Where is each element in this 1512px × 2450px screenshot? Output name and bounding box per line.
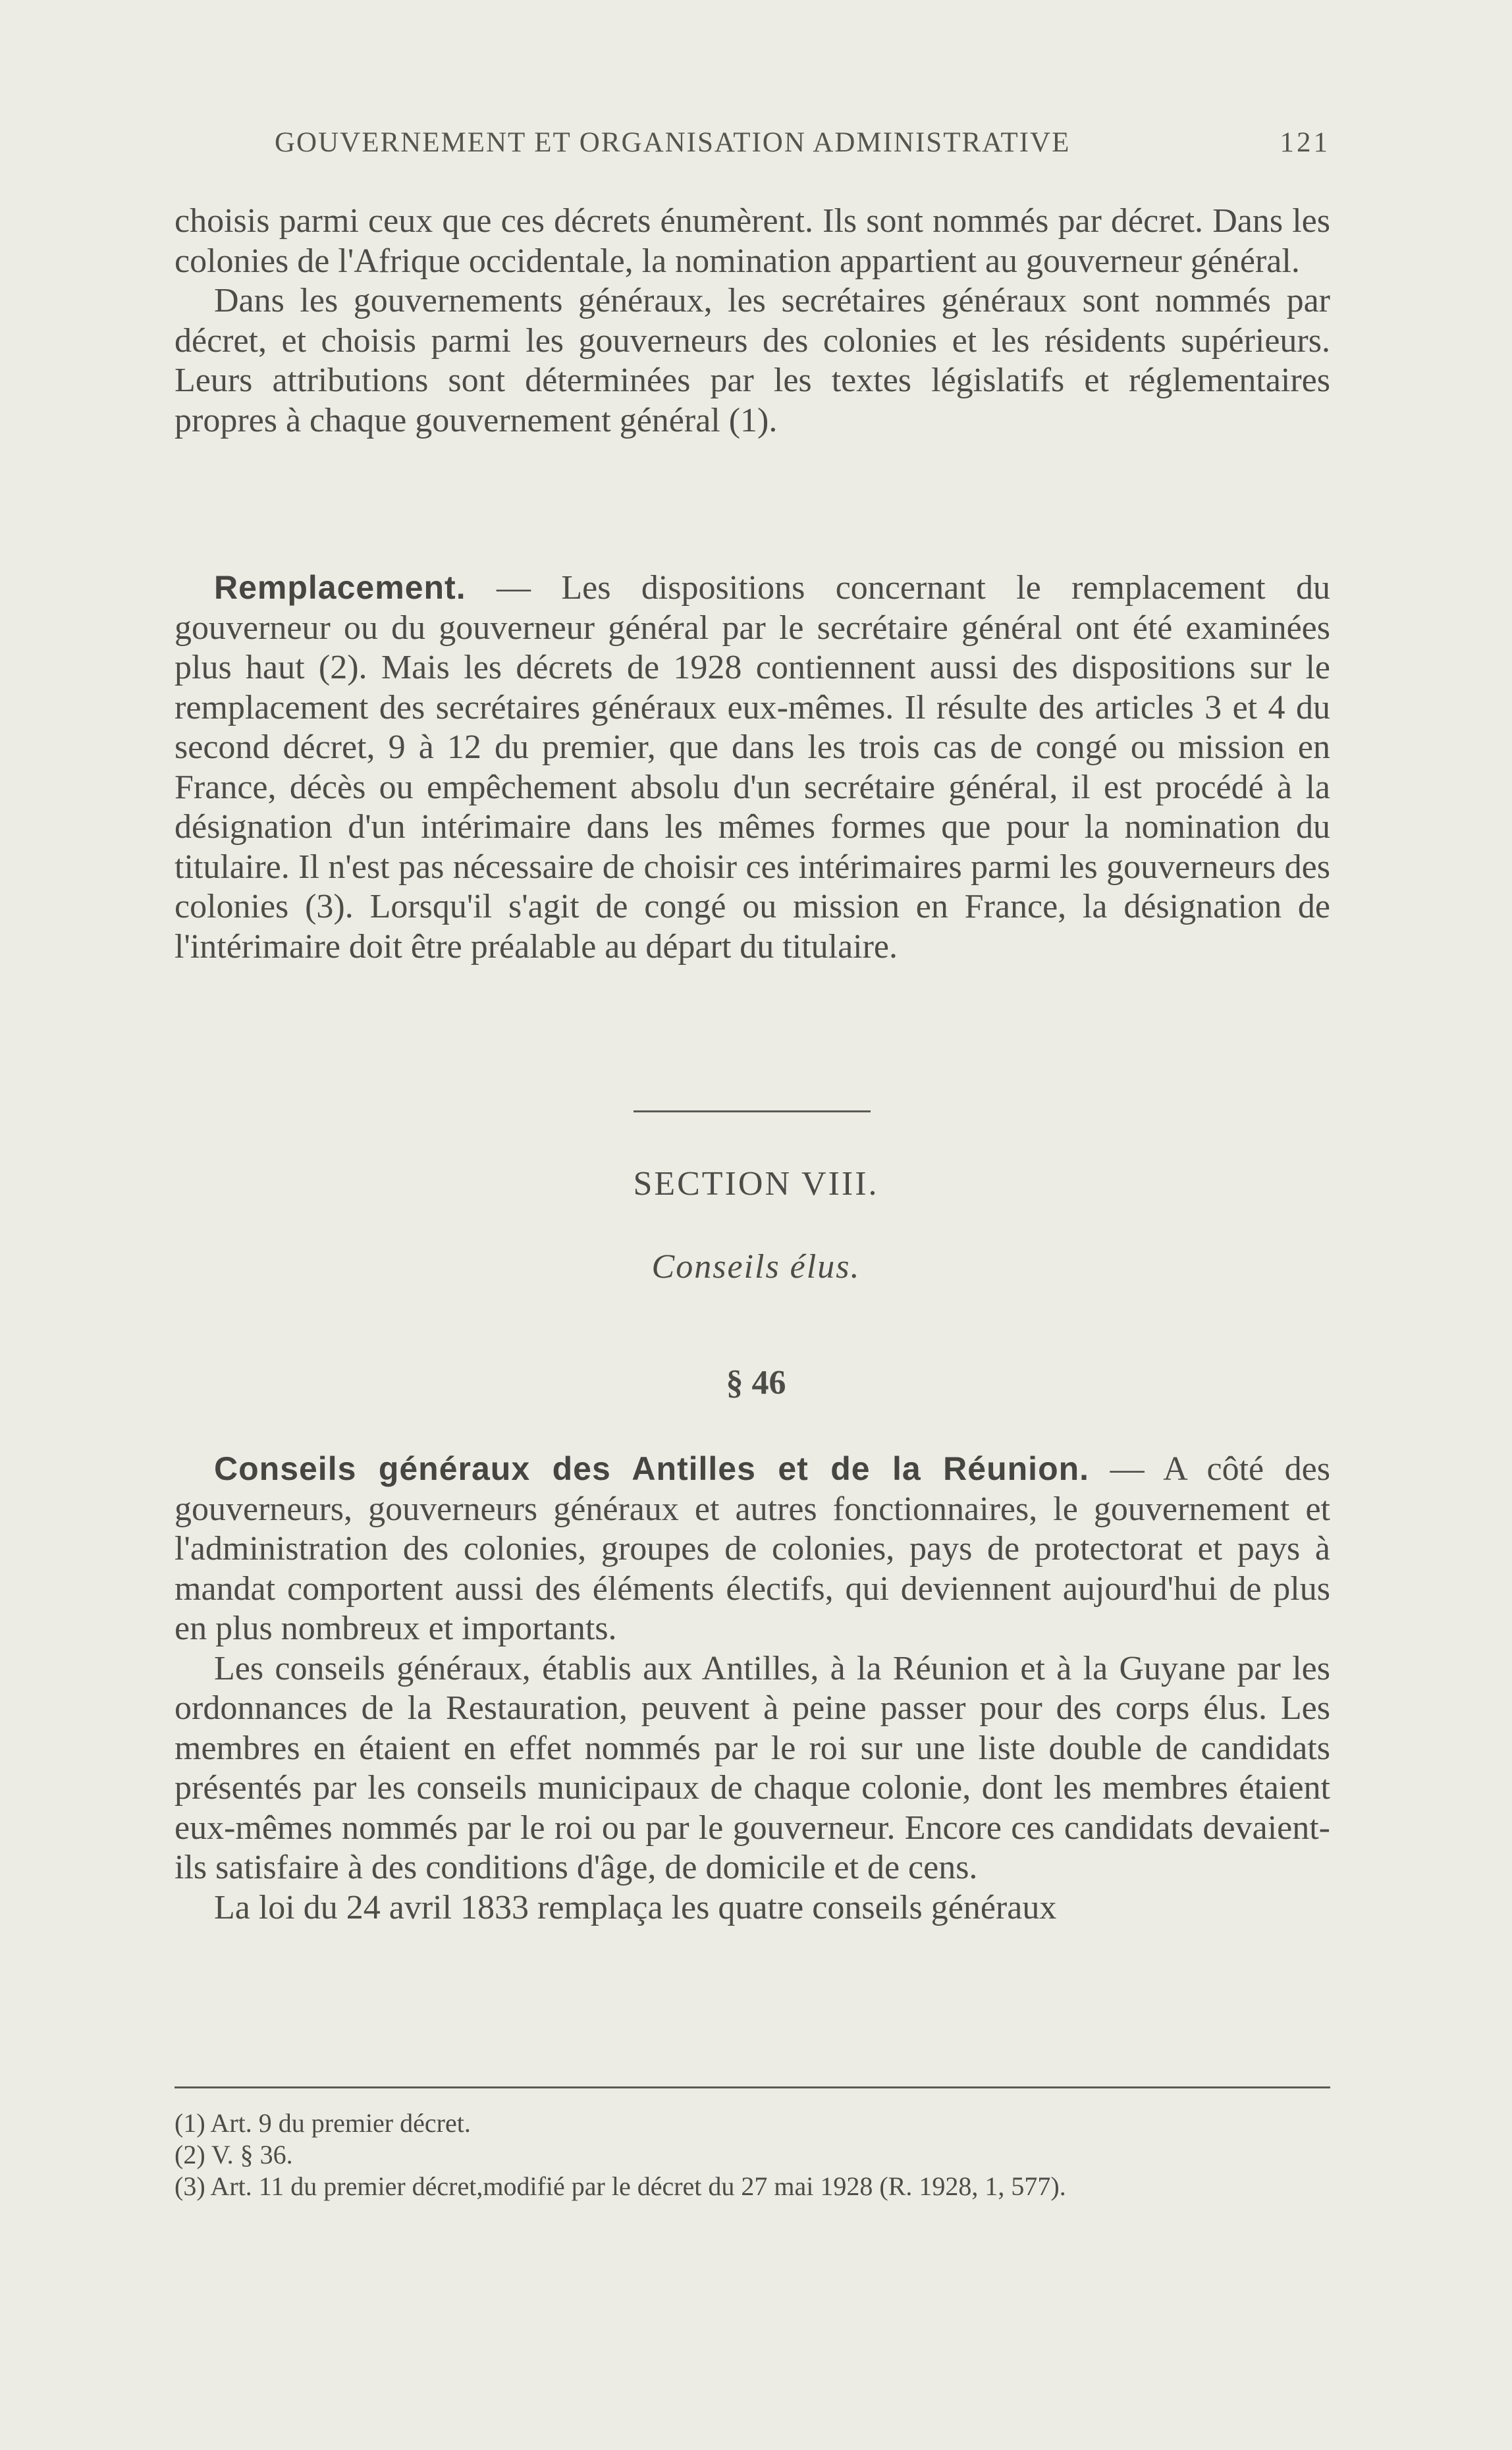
text-block-remplacement [175,568,1330,967]
footnote-3: (3) Art. 11 du premier décret,modifié par le décret du 27 mai 1928 (R. 1928, 1, 577). [175,2171,1066,2201]
paragraph-number: § 46 [726,1364,786,1402]
footnote-rule [175,2086,1330,2088]
section-title: SECTION VIII. [633,1165,879,1203]
footnotes [175,2108,1330,2202]
page-header [175,126,1330,166]
paragraph-remplacement [175,568,1330,967]
paragraph-conseils-generaux: Les conseils généraux, établis aux Antilles, à la Réunion et à la Guyane par les ordonnances de la Restauration, peuvent à peine passer pour des corps élus. Les membres en étaient en effet nommés par le roi sur une liste double de candidats présentés par les conseils municipaux de chaque colonie, dont les membres étaient eux-mêmes nommés par le roi ou par le gouverneur. Encore ces candidats devaient-ils satisfaire à des conditions d'âge, de domicile et de cens. [175,1649,1330,1886]
paragraph-conseils-intro [175,1449,1330,1649]
section-divider [634,1110,871,1112]
section-subtitle: Conseils élus. [651,1248,861,1286]
conseils-heading: Conseils généraux des Antilles et de la Réunion. [214,1450,1090,1487]
running-title: GOUVERNEMENT ET ORGANISATION ADMINISTRATIVE [275,127,1071,158]
paragraph-continuation: choisis parmi ceux que ces décrets énumèrent. Ils sont nommés par décret. Dans les colonies de l'Afrique occidentale, la nomination appartient au gouverneur général. [175,202,1330,280]
footnote-2: (2) V. § 36. [175,2140,293,2169]
conseils-text: — A côté des gouverneurs, gouverneurs généraux et autres fonctionnaires, le gouvernement et l'administration des colonies, groupes de colonies, pays de protectorat et pays à mandat comportent aussi des éléments électifs, qui deviennent aujourd'hui de plus en plus nombreux et importants. [175,1450,1330,1647]
text-block-top [175,202,1330,441]
remplacement-text: — Les dispositions concernant le remplacement du gouverneur ou du gouverneur général par le secrétaire général ont été examinées plus haut (2). Mais les décrets de 1928 contiennent aussi des dispositions sur le remplacement des secrétaires généraux eux-mêmes. Il résulte des articles 3 et 4 du second décret, 9 à 12 du premier, que dans les trois cas de congé ou mission en France, décès ou empêchement absolu d'un secrétaire général, il est procédé à la désignation d'un intérimaire dans les mêmes formes que pour la nomination du titulaire. Il n'est pas nécessaire de choisir ces intérimaires parmi les gouverneurs des colonies (3). Lorsqu'il s'agit de congé ou mission en France, la désignation de l'intérimaire doit être préalable au départ du titulaire. [175,569,1330,966]
page-number: 121 [1280,127,1330,158]
remplacement-heading: Remplacement. [214,569,466,606]
text-block-conseils [175,1449,1330,1928]
paragraph-loi-1833: La loi du 24 avril 1833 remplaça les quatre conseils généraux [214,1888,1057,1926]
paragraph-secretaires: Dans les gouvernements généraux, les secrétaires généraux sont nommés par décret, et choisis parmi les gouverneurs des colonies et les résidents supérieurs. Leurs attributions sont déterminées par les textes législatifs et réglementaires propres à chaque gouvernement général (1). [175,282,1330,439]
footnote-1: (1) Art. 9 du premier décret. [175,2108,471,2138]
